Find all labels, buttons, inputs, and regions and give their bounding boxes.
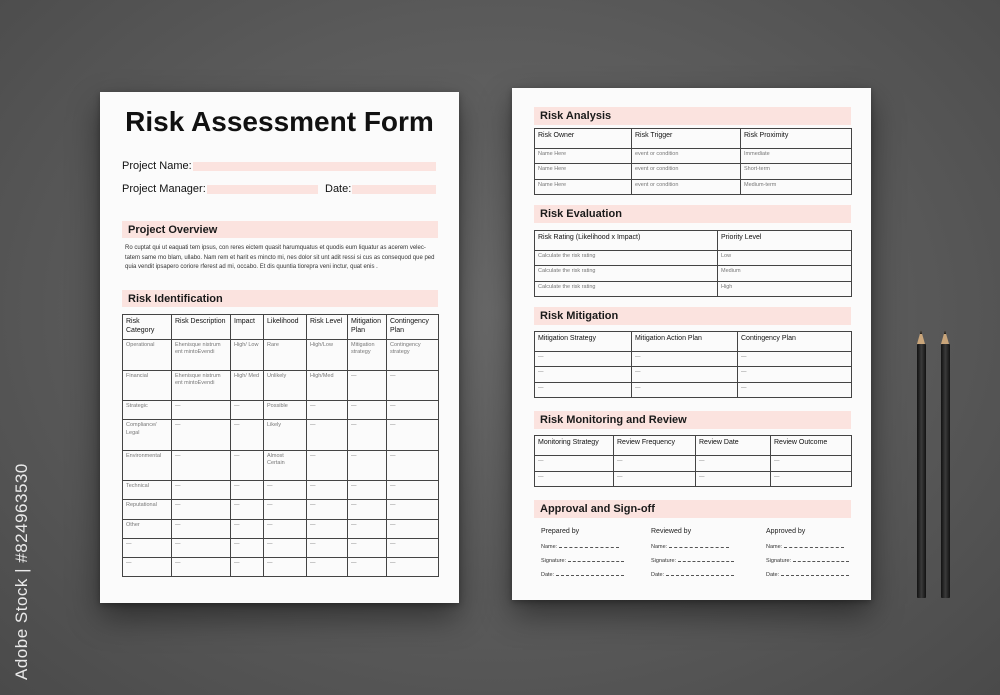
table-cell[interactable]: — bbox=[387, 401, 439, 420]
table-cell[interactable]: — bbox=[307, 557, 348, 576]
table-cell[interactable]: Ehenisque nistrum ent mintoEvendi bbox=[172, 370, 231, 401]
table-cell[interactable]: Medium bbox=[718, 266, 852, 281]
table-cell[interactable]: Likely bbox=[264, 420, 307, 451]
table-cell[interactable]: Possible bbox=[264, 401, 307, 420]
table-cell[interactable]: — bbox=[535, 367, 632, 382]
table-cell[interactable]: — bbox=[348, 401, 387, 420]
table-cell[interactable]: — bbox=[387, 370, 439, 401]
project-name-field[interactable] bbox=[193, 162, 436, 171]
table-header-row bbox=[123, 315, 439, 340]
table-cell[interactable]: Calculate the risk rating bbox=[535, 266, 718, 281]
table-cell[interactable]: — bbox=[387, 420, 439, 451]
signoff-line[interactable] bbox=[793, 561, 849, 562]
table-cell[interactable]: — bbox=[771, 471, 852, 487]
table-cell[interactable]: High/Low bbox=[307, 340, 348, 371]
table-row bbox=[123, 401, 439, 420]
table-cell[interactable]: — bbox=[614, 456, 696, 472]
signoff-field[interactable] bbox=[541, 572, 624, 578]
table-row bbox=[535, 266, 852, 281]
project-name-label: Project Name: bbox=[122, 160, 192, 172]
table-cell[interactable]: — bbox=[387, 450, 439, 481]
table-row bbox=[535, 456, 852, 472]
table-cell[interactable]: Unlikely bbox=[264, 370, 307, 401]
table-cell[interactable]: Strategic bbox=[123, 401, 172, 420]
table-row bbox=[535, 149, 852, 164]
table-cell[interactable]: — bbox=[231, 500, 264, 519]
table-cell[interactable]: — bbox=[535, 456, 614, 472]
section-heading: Risk Identification bbox=[122, 290, 438, 307]
column-header: Risk Level bbox=[307, 315, 348, 340]
table-row bbox=[123, 340, 439, 371]
table-cell[interactable]: Short-term bbox=[741, 164, 852, 179]
column-header: Risk Description bbox=[172, 315, 231, 340]
signoff-field-label: Name: bbox=[651, 544, 668, 550]
table-cell[interactable]: — bbox=[348, 420, 387, 451]
table-row bbox=[535, 281, 852, 296]
table-cell[interactable]: High/ Low bbox=[231, 340, 264, 371]
column-header: Contingency Plan bbox=[738, 332, 852, 352]
risk-evaluation-table bbox=[534, 230, 852, 297]
table-row bbox=[123, 557, 439, 576]
table-cell[interactable]: — bbox=[614, 471, 696, 487]
table-cell[interactable]: Almost Certain bbox=[264, 450, 307, 481]
signoff-field[interactable] bbox=[541, 544, 619, 550]
signoff-line[interactable] bbox=[559, 547, 619, 548]
table-row bbox=[535, 179, 852, 194]
table-cell[interactable]: — bbox=[172, 500, 231, 519]
table-cell[interactable]: — bbox=[231, 538, 264, 557]
table-cell[interactable]: — bbox=[307, 519, 348, 538]
table-cell[interactable]: — bbox=[771, 456, 852, 472]
table-cell[interactable]: — bbox=[535, 352, 632, 367]
risk-identification-table bbox=[122, 314, 439, 577]
table-cell[interactable]: — bbox=[632, 352, 738, 367]
column-header: Contingency Plan bbox=[387, 315, 439, 340]
table-cell[interactable]: — bbox=[307, 538, 348, 557]
table-cell[interactable]: — bbox=[535, 471, 614, 487]
table-cell[interactable]: — bbox=[387, 557, 439, 576]
column-header: Risk Proximity bbox=[741, 129, 852, 149]
table-cell[interactable]: — bbox=[172, 538, 231, 557]
table-cell[interactable]: — bbox=[387, 519, 439, 538]
table-cell[interactable]: — bbox=[387, 538, 439, 557]
table-cell[interactable]: — bbox=[231, 420, 264, 451]
table-cell[interactable]: Name Here bbox=[535, 164, 632, 179]
table-cell[interactable]: Immediate bbox=[741, 149, 852, 164]
signoff-line[interactable] bbox=[666, 575, 734, 576]
risk-monitoring-table bbox=[534, 435, 852, 487]
table-header-row bbox=[535, 129, 852, 149]
table-cell[interactable]: — bbox=[123, 557, 172, 576]
signoff-field-label: Signature: bbox=[651, 558, 677, 564]
signoff-field[interactable] bbox=[651, 558, 734, 564]
table-cell[interactable]: Financial bbox=[123, 370, 172, 401]
table-cell[interactable]: — bbox=[172, 450, 231, 481]
table-row bbox=[123, 481, 439, 500]
column-header: Mitigation Action Plan bbox=[632, 332, 738, 352]
signoff-block-title: Reviewed by bbox=[651, 528, 692, 535]
signoff-field[interactable] bbox=[766, 572, 849, 578]
overview-text: Ro cuptat qui ut eaquati tem ipsus, con reres eictem quasit harumquatus et quodis eum liquatur as acerem velec-tatem same mo blam, ullabo. Nam rem et harit es mincto mi, nes dolor sit unt adit ressi si cus as consequod que ped quia vendit ipsapero coriore rferest ad mi, occabo. Et dis quuntia tiorepra veni inctur, quat enis . bbox=[125, 245, 435, 271]
column-header: Review Date bbox=[696, 436, 771, 456]
table-row bbox=[123, 519, 439, 538]
table-cell[interactable]: — bbox=[738, 367, 852, 382]
table-row bbox=[123, 500, 439, 519]
table-cell[interactable]: — bbox=[348, 370, 387, 401]
table-row bbox=[535, 367, 852, 382]
stock-watermark: Adobe Stock | #824963530 bbox=[12, 463, 31, 680]
table-header-row bbox=[535, 231, 852, 251]
table-cell[interactable]: — bbox=[696, 471, 771, 487]
table-cell[interactable]: Name Here bbox=[535, 149, 632, 164]
table-cell[interactable]: Technical bbox=[123, 481, 172, 500]
table-cell[interactable]: Operational bbox=[123, 340, 172, 371]
column-header: Mitigation Strategy bbox=[535, 332, 632, 352]
table-cell[interactable]: — bbox=[231, 557, 264, 576]
signoff-field-label: Signature: bbox=[766, 558, 792, 564]
table-cell[interactable]: — bbox=[348, 450, 387, 481]
signoff-line[interactable] bbox=[568, 561, 624, 562]
table-header-row bbox=[535, 436, 852, 456]
signoff-line[interactable] bbox=[784, 547, 844, 548]
signoff-line[interactable] bbox=[556, 575, 624, 576]
table-cell[interactable]: Calculate the risk rating bbox=[535, 251, 718, 266]
table-row bbox=[123, 420, 439, 451]
table-cell[interactable]: — bbox=[264, 538, 307, 557]
table-cell[interactable]: Environmental bbox=[123, 450, 172, 481]
table-cell[interactable]: Compliance/ Legal bbox=[123, 420, 172, 451]
table-cell[interactable]: High/Med bbox=[307, 370, 348, 401]
table-cell[interactable]: — bbox=[387, 481, 439, 500]
signoff-field-label: Date: bbox=[541, 572, 555, 578]
table-row bbox=[535, 471, 852, 487]
table-cell[interactable]: — bbox=[348, 481, 387, 500]
table-cell[interactable]: — bbox=[738, 352, 852, 367]
table-cell[interactable]: — bbox=[535, 382, 632, 397]
table-cell[interactable]: Medium-term bbox=[741, 179, 852, 194]
table-cell[interactable]: — bbox=[307, 401, 348, 420]
table-cell[interactable]: — bbox=[172, 401, 231, 420]
table-cell[interactable]: Mitigation strategy bbox=[348, 340, 387, 371]
table-cell[interactable]: — bbox=[348, 500, 387, 519]
project-manager-field[interactable] bbox=[207, 185, 318, 194]
signoff-field-label: Name: bbox=[766, 544, 783, 550]
risk-analysis-table bbox=[534, 128, 852, 195]
table-cell[interactable]: — bbox=[264, 557, 307, 576]
column-header: Mitigation Plan bbox=[348, 315, 387, 340]
table-cell[interactable]: — bbox=[172, 420, 231, 451]
signoff-field-label: Date: bbox=[766, 572, 780, 578]
table-cell[interactable]: — bbox=[632, 382, 738, 397]
table-cell[interactable]: — bbox=[387, 500, 439, 519]
table-cell[interactable]: — bbox=[172, 481, 231, 500]
signoff-field[interactable] bbox=[766, 558, 849, 564]
table-cell[interactable]: Other bbox=[123, 519, 172, 538]
table-row bbox=[123, 538, 439, 557]
table-row bbox=[123, 370, 439, 401]
table-cell[interactable]: — bbox=[632, 367, 738, 382]
signoff-line[interactable] bbox=[678, 561, 734, 562]
signoff-field[interactable] bbox=[541, 558, 624, 564]
table-cell[interactable]: — bbox=[307, 450, 348, 481]
table-cell[interactable]: Name Here bbox=[535, 179, 632, 194]
table-cell[interactable]: Ehenisque nistrum ent mintoEvendi bbox=[172, 340, 231, 371]
table-cell[interactable]: Calculate the risk rating bbox=[535, 281, 718, 296]
table-cell[interactable]: Rare bbox=[264, 340, 307, 371]
table-cell[interactable]: — bbox=[264, 481, 307, 500]
table-cell[interactable]: — bbox=[348, 538, 387, 557]
table-cell[interactable]: event or condition bbox=[632, 164, 741, 179]
table-cell[interactable]: — bbox=[172, 519, 231, 538]
table-cell[interactable]: — bbox=[348, 519, 387, 538]
project-manager-label: Project Manager: bbox=[122, 183, 206, 195]
signoff-field[interactable] bbox=[766, 544, 844, 550]
table-cell[interactable]: event or condition bbox=[632, 179, 741, 194]
table-cell[interactable]: — bbox=[231, 450, 264, 481]
column-header: Priority Level bbox=[718, 231, 852, 251]
page-title: Risk Assessment Form bbox=[125, 106, 434, 137]
column-header: Impact bbox=[231, 315, 264, 340]
table-cell[interactable]: — bbox=[123, 538, 172, 557]
column-header: Monitoring Strategy bbox=[535, 436, 614, 456]
table-cell[interactable]: — bbox=[172, 557, 231, 576]
table-row bbox=[535, 164, 852, 179]
column-header: Risk Category bbox=[123, 315, 172, 340]
table-cell[interactable]: Reputational bbox=[123, 500, 172, 519]
column-header: Risk Owner bbox=[535, 129, 632, 149]
table-cell[interactable]: — bbox=[231, 401, 264, 420]
column-header: Risk Rating (Likelihood x Impact) bbox=[535, 231, 718, 251]
table-cell[interactable]: — bbox=[307, 481, 348, 500]
signoff-field[interactable] bbox=[651, 544, 729, 550]
table-cell[interactable]: Low bbox=[718, 251, 852, 266]
date-label: Date: bbox=[325, 183, 352, 195]
table-cell[interactable]: — bbox=[231, 481, 264, 500]
signoff-line[interactable] bbox=[669, 547, 729, 548]
section-heading: Risk Analysis bbox=[534, 107, 851, 125]
table-cell[interactable]: High/ Med bbox=[231, 370, 264, 401]
signoff-field-label: Date: bbox=[651, 572, 665, 578]
column-header: Risk Trigger bbox=[632, 129, 741, 149]
table-cell[interactable]: — bbox=[348, 557, 387, 576]
section-heading: Project Overview bbox=[122, 221, 438, 238]
section-heading: Approval and Sign-off bbox=[534, 500, 851, 518]
table-row bbox=[535, 251, 852, 266]
table-cell[interactable]: — bbox=[307, 420, 348, 451]
table-row bbox=[123, 450, 439, 481]
section-heading: Risk Evaluation bbox=[534, 205, 851, 223]
table-cell[interactable]: — bbox=[738, 382, 852, 397]
table-row bbox=[535, 352, 852, 367]
signoff-field[interactable] bbox=[651, 572, 734, 578]
table-cell[interactable]: High bbox=[718, 281, 852, 296]
table-cell[interactable]: — bbox=[264, 500, 307, 519]
table-row bbox=[535, 382, 852, 397]
table-cell[interactable]: — bbox=[696, 456, 771, 472]
column-header: Review Outcome bbox=[771, 436, 852, 456]
signoff-line[interactable] bbox=[781, 575, 849, 576]
table-cell[interactable]: — bbox=[231, 519, 264, 538]
table-cell[interactable]: — bbox=[264, 519, 307, 538]
signoff-field-label: Signature: bbox=[541, 558, 567, 564]
table-cell[interactable]: Contingency strategy bbox=[387, 340, 439, 371]
table-cell[interactable]: — bbox=[307, 500, 348, 519]
column-header: Likelihood bbox=[264, 315, 307, 340]
signoff-block-title: Prepared by bbox=[541, 528, 580, 535]
table-header-row bbox=[535, 332, 852, 352]
table-cell[interactable]: event or condition bbox=[632, 149, 741, 164]
signoff-field-label: Name: bbox=[541, 544, 558, 550]
section-heading: Risk Mitigation bbox=[534, 307, 851, 325]
date-field[interactable] bbox=[352, 185, 436, 194]
column-header: Review Frequency bbox=[614, 436, 696, 456]
section-heading: Risk Monitoring and Review bbox=[534, 411, 851, 429]
signoff-block-title: Approved by bbox=[766, 528, 806, 535]
risk-mitigation-table bbox=[534, 331, 852, 398]
